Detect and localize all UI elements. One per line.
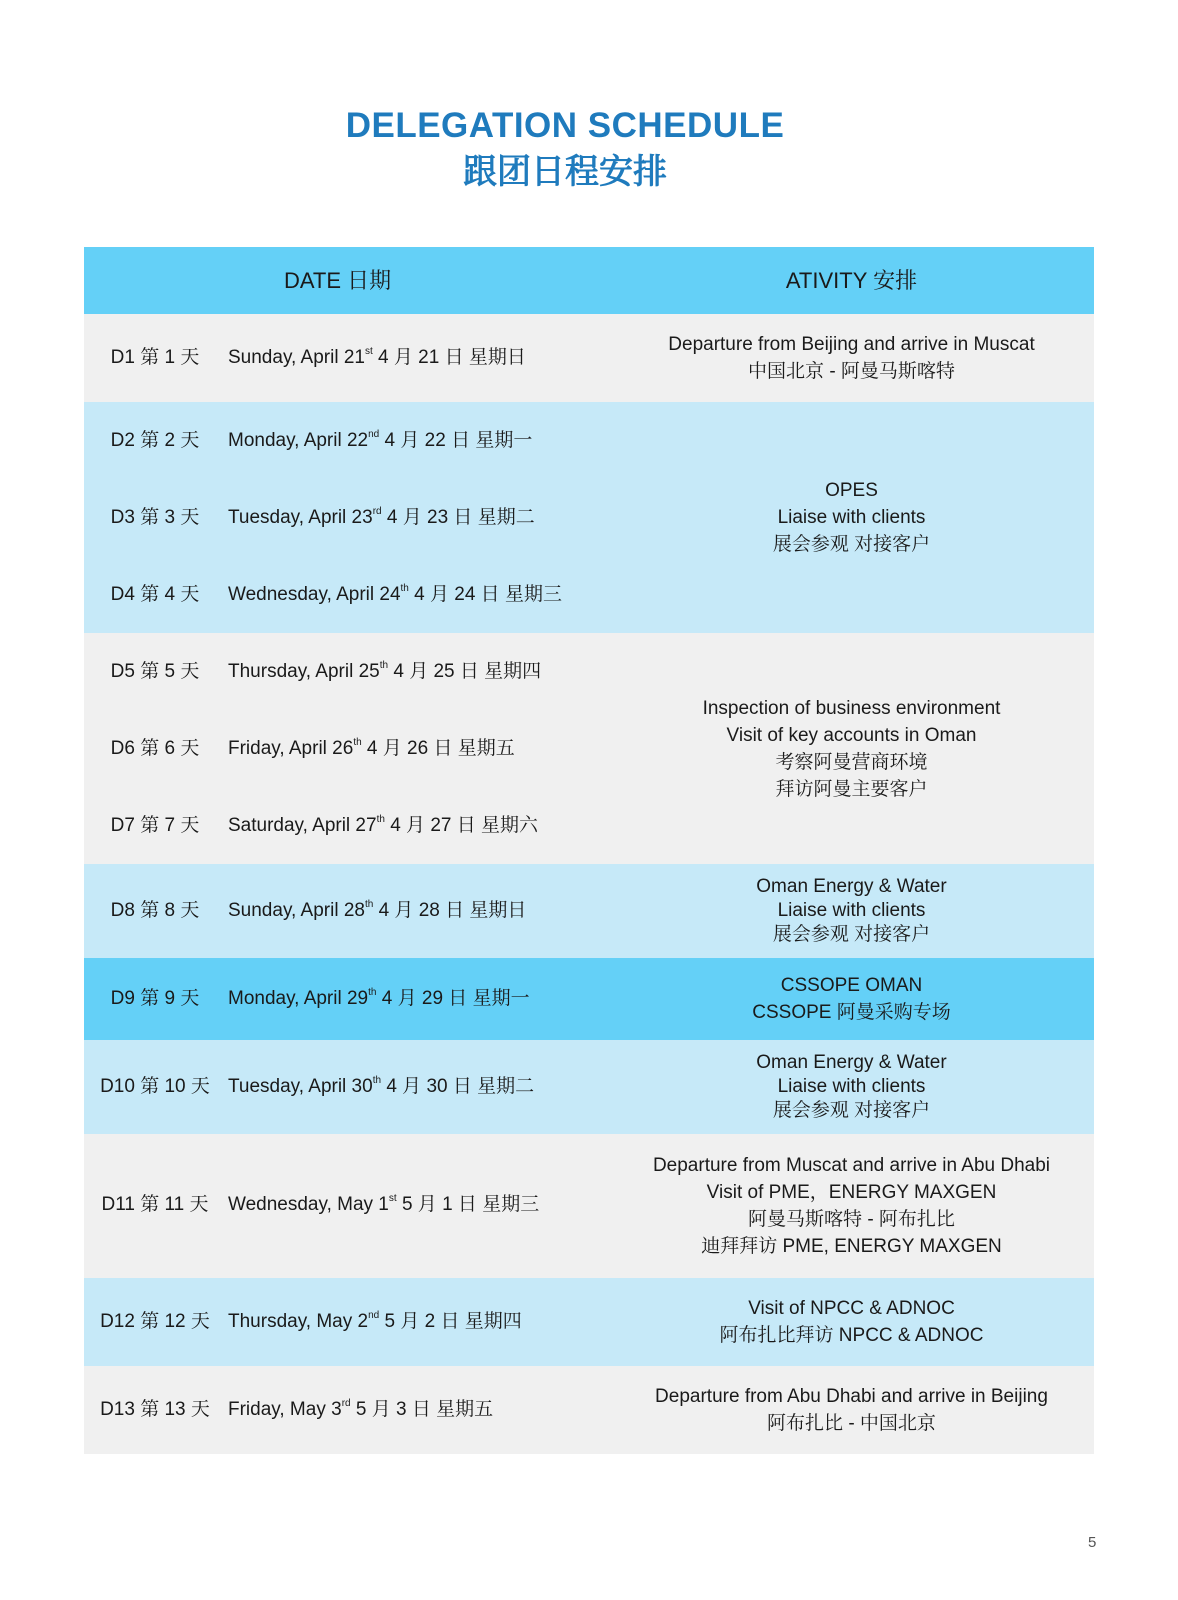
activity-line: Departure from Beijing and arrive in Muscat [668, 334, 1035, 355]
activity-line: Liaise with clients [777, 507, 926, 528]
activity-cell [599, 875, 1104, 947]
activity-cell [599, 1383, 1104, 1437]
day-label: D12 第 12 天 [100, 1311, 210, 1332]
day-date: Tuesday, April 23rd 4 月 23 日 星期二 [228, 506, 535, 528]
schedule-group-d9 [84, 958, 1094, 1040]
activity-line: Inspection of business environment [702, 698, 1001, 719]
activity-cell [599, 1295, 1104, 1349]
schedule-group-d13 [84, 1366, 1094, 1454]
activity-line: CSSOPE 阿曼采购专场 [752, 1002, 951, 1023]
page-title-chinese: 跟团日程安排 [463, 152, 667, 192]
day-label: D6 第 6 天 [110, 738, 200, 759]
activity-line: 阿曼马斯喀特 - 阿布扎比 [748, 1209, 955, 1230]
activity-cell [599, 695, 1104, 803]
activity-line: CSSOPE OMAN [780, 975, 923, 996]
day-label: D13 第 13 天 [100, 1399, 210, 1420]
activity-cell [599, 331, 1104, 385]
activity-line: Oman Energy & Water [756, 876, 947, 897]
day-date: Thursday, April 25th 4 月 25 日 星期四 [228, 660, 542, 682]
activity-cell [599, 477, 1104, 558]
activity-cell [599, 972, 1104, 1026]
schedule-group-d2-d4 [84, 402, 1094, 633]
schedule-group-d5-d7 [84, 633, 1094, 864]
activity-cell [599, 1152, 1104, 1260]
activity-line: Visit of NPCC & ADNOC [748, 1298, 955, 1319]
page-number: 5 [1088, 1534, 1097, 1551]
day-date: Wednesday, May 1st 5 月 1 日 星期三 [228, 1193, 540, 1215]
day-date: Monday, April 22nd 4 月 22 日 星期一 [228, 429, 533, 451]
activity-line: OPES [825, 480, 878, 501]
day-label: D3 第 3 天 [110, 507, 200, 528]
day-date: Thursday, May 2nd 5 月 2 日 星期四 [228, 1310, 522, 1332]
activity-line: 展会参观 对接客户 [772, 924, 931, 945]
activity-line: 阿布扎比拜访 NPCC & ADNOC [719, 1325, 984, 1346]
schedule-group-d11 [84, 1134, 1094, 1278]
activity-line: 展会参观 对接客户 [772, 534, 931, 555]
day-date: Monday, April 29th 4 月 29 日 星期一 [228, 987, 530, 1009]
activity-line: Liaise with clients [777, 1076, 926, 1097]
activity-line: Liaise with clients [777, 900, 926, 921]
day-label: D9 第 9 天 [110, 988, 200, 1009]
table-header [84, 247, 1094, 314]
schedule-group-d12 [84, 1278, 1094, 1366]
column-header-date: DATE 日期 [284, 268, 392, 293]
title-block [0, 104, 1130, 194]
day-date: Friday, April 26th 4 月 26 日 星期五 [228, 737, 515, 759]
activity-line: 阿布扎比 - 中国北京 [767, 1413, 936, 1434]
day-label: D4 第 4 天 [110, 584, 200, 605]
activity-line: 迪拜拜访 PME, ENERGY MAXGEN [701, 1236, 1002, 1257]
activity-line: Departure from Muscat and arrive in Abu Dhabi [652, 1155, 1051, 1176]
day-label: D8 第 8 天 [110, 900, 200, 921]
activity-line: Visit of key accounts in Oman [726, 725, 977, 746]
day-label: D2 第 2 天 [110, 430, 200, 451]
day-date: Saturday, April 27th 4 月 27 日 星期六 [228, 814, 539, 836]
activity-line: 考察阿曼营商环境 [775, 752, 928, 773]
day-date: Wednesday, April 24th 4 月 24 日 星期三 [228, 583, 562, 605]
schedule-group-d8 [84, 864, 1094, 958]
day-label: D1 第 1 天 [110, 347, 200, 368]
column-header-activity: ATIVITY 安排 [785, 268, 918, 293]
day-label: D5 第 5 天 [110, 661, 200, 682]
day-label: D11 第 11 天 [101, 1194, 209, 1215]
schedule-table [84, 247, 1094, 1454]
schedule-group-d1 [84, 314, 1094, 402]
activity-line: 展会参观 对接客户 [772, 1100, 931, 1121]
day-date: Sunday, April 21st 4 月 21 日 星期日 [228, 346, 526, 368]
activity-line: Oman Energy & Water [756, 1052, 947, 1073]
day-date: Sunday, April 28th 4 月 28 日 星期日 [228, 899, 527, 921]
activity-line: 拜访阿曼主要客户 [775, 779, 928, 800]
schedule-group-d10 [84, 1040, 1094, 1134]
day-date: Tuesday, April 30th 4 月 30 日 星期二 [228, 1075, 535, 1097]
day-label: D7 第 7 天 [110, 815, 200, 836]
activity-cell [599, 1051, 1104, 1123]
day-label: D10 第 10 天 [100, 1076, 210, 1097]
day-date: Friday, May 3rd 5 月 3 日 星期五 [228, 1398, 494, 1420]
page-title: DELEGATION SCHEDULE [345, 106, 785, 145]
activity-line: Departure from Abu Dhabi and arrive in Beijing [655, 1386, 1048, 1407]
activity-line: 中国北京 - 阿曼马斯喀特 [748, 361, 955, 382]
activity-line: Visit of PME，ENERGY MAXGEN [706, 1182, 997, 1203]
